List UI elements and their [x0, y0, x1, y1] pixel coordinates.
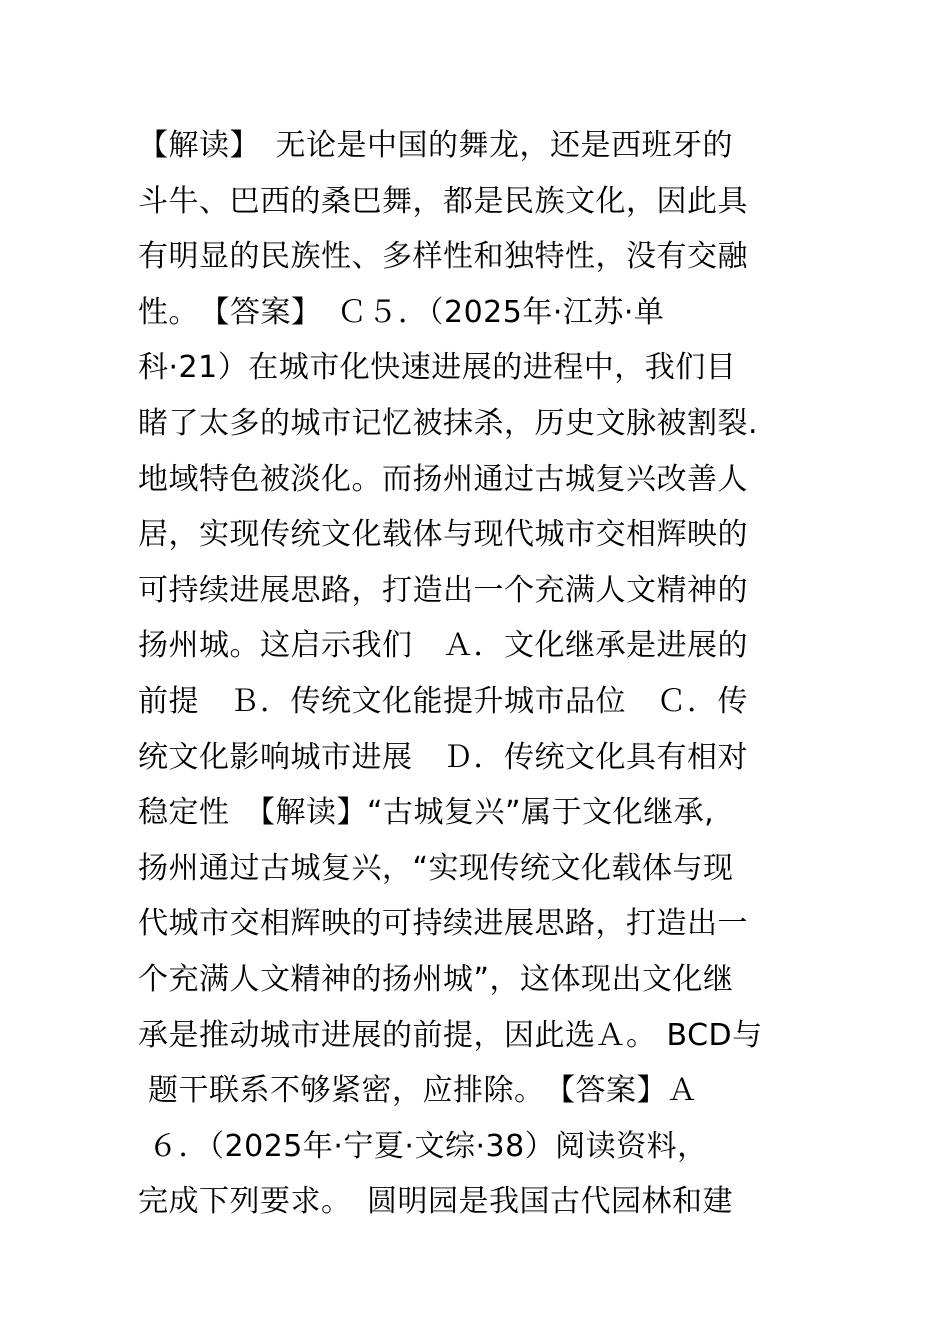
text-line: 有明显的民族性、多样性和独特性，没有交融: [138, 239, 748, 275]
document-body: [138, 118, 838, 1230]
text-line: 科·21）在城市化快速进展的进程中，我们目: [138, 350, 737, 386]
text-line: 完成下列要求。 圆明园是我国古代园林和建: [138, 1184, 733, 1220]
text-line: 地域特色被淡化。而扬州通过古城复兴改善人: [138, 461, 748, 497]
text-line: ６．（2025年·宁夏·文综·38）阅读资料，: [138, 1128, 708, 1164]
text-line: 斗牛、巴西的桑巴舞，都是民族文化，因此具: [138, 183, 748, 219]
text-line: 性。 【答案】 Ｃ５．（2025年·江苏·单: [138, 294, 665, 330]
text-line: 代城市交相辉映的可持续进展思路，打造出一: [138, 906, 748, 942]
text-line: 个充满人文精神的扬州城”，这体现出文化继: [138, 961, 734, 997]
text-line: 睹了太多的城市记忆被抹杀，历史文脉被割裂.: [138, 405, 759, 441]
text-line: 可持续进展思路，打造出一个充满人文精神的: [138, 572, 748, 608]
text-line: 稳定性 【解读】“古城复兴”属于文化继承,: [138, 795, 715, 831]
text-line: 扬州通过古城复兴，“实现传统文化载体与现: [138, 850, 734, 886]
text-line: 【解读】 无论是中国的舞龙，还是西班牙的: [138, 128, 733, 163]
text-line: 居，实现传统文化载体与现代城市交相辉映的: [138, 517, 748, 553]
text-line: 题干联系不够紧密，应排除。 【答案】Ａ: [138, 1073, 698, 1109]
text-line: 统文化影响城市进展 Ｄ．传统文化具有相对: [138, 739, 748, 775]
text-line: 承是推动城市进展的前提，因此选Ａ。 BCD与: [138, 1017, 763, 1053]
text-line: 扬州城。这启示我们 Ａ．文化继承是进展的: [138, 628, 748, 664]
text-line: 前提 Ｂ．传统文化能提升城市品位 Ｃ．传: [138, 683, 748, 719]
